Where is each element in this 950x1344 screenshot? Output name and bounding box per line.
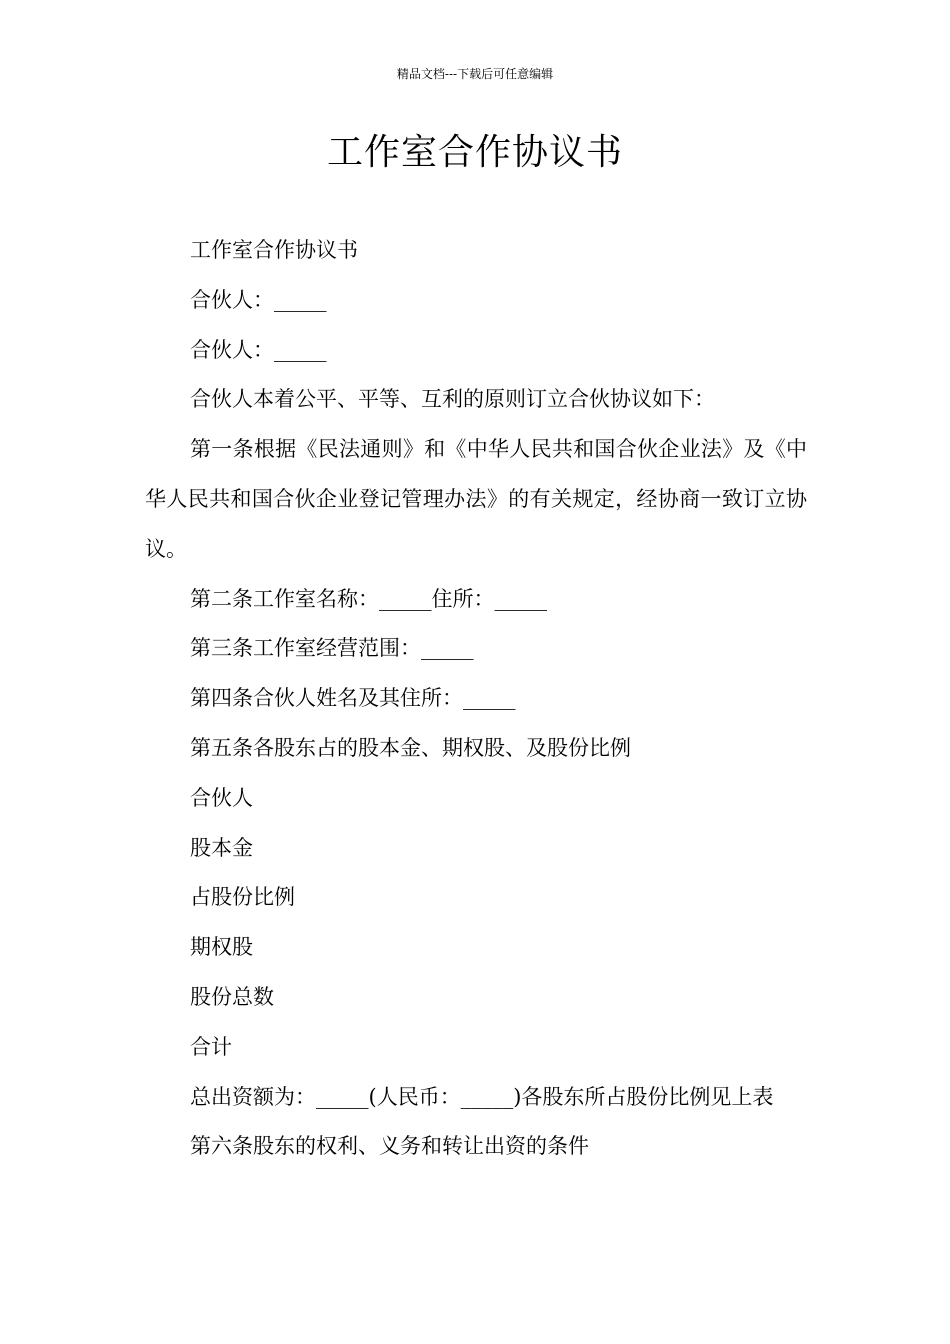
table-label-option-shares: 期权股: [190, 935, 253, 960]
paragraph-subtitle: 工作室合作协议书: [190, 238, 358, 262]
paragraph-article-2: 第二条工作室名称：_____住所：_____: [190, 586, 547, 611]
paragraph-article-3: 第三条工作室经营范围：_____: [190, 636, 474, 661]
table-label-share-ratio: 占股份比例: [190, 885, 295, 910]
document-body: [145, 226, 807, 1172]
document-title: 工作室合作协议书: [326, 132, 623, 173]
paragraph-partner-2: 合伙人：_____: [190, 337, 327, 362]
table-label-total-shares: 股份总数: [190, 984, 274, 1009]
paragraph-partner-1: 合伙人：_____: [190, 287, 327, 312]
table-label-capital: 股本金: [190, 835, 253, 860]
paragraph-article-1: 第一条根据《民法通则》和《中华人民共和国合伙企业法》及《中华人民共和国合伙企业登记管理办法》的有关规定，经协商一致订立协议。: [145, 437, 807, 561]
paragraph-preamble: 合伙人本着公平、平等、互利的原则订立合伙协议如下：: [190, 387, 715, 412]
table-label-sum: 合计: [190, 1034, 232, 1059]
paragraph-article-6: 第六条股东的权利、义务和转让出资的条件: [190, 1134, 589, 1159]
header-note: 精品文档---下载后可任意编辑: [396, 67, 554, 81]
paragraph-article-5: 第五条各股东占的股本金、期权股、及股份比例: [190, 735, 631, 760]
table-label-partner: 合伙人: [190, 785, 253, 810]
paragraph-article-4: 第四条合伙人姓名及其住所：_____: [190, 686, 516, 711]
paragraph-total-capital: 总出资额为：_____(人民币：_____)各股东所占股份比例见上表: [190, 1084, 774, 1109]
